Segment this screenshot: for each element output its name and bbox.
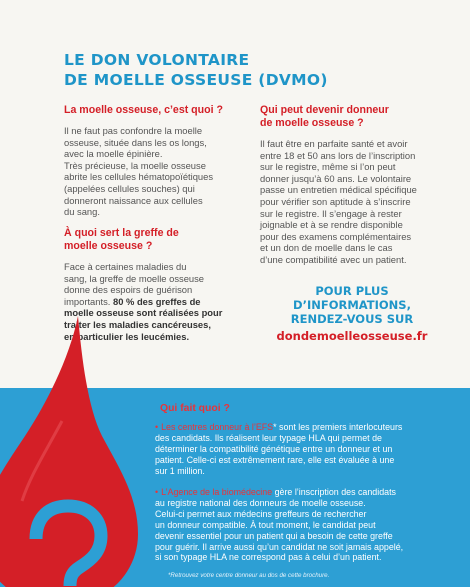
text-line: passe un entretien médical spécifique	[260, 184, 417, 196]
text-line: et un don de moelle dans le cas	[260, 242, 393, 254]
text-line: Il faut être en parfaite santé et avoir	[260, 138, 408, 149]
text-line: d’une compatibilité avec un patient.	[260, 253, 407, 265]
text-line: Celui-ci permet aux médecins greffeurs de rechercher	[155, 508, 367, 519]
agency-paragraph	[155, 487, 455, 563]
text-line	[155, 422, 455, 433]
efs-label: Les centres donneur à l’EFS	[161, 422, 274, 432]
text-line: Il ne faut pas confondre la moelle	[64, 125, 203, 136]
agency-label: L’Agence de la biomédecine	[161, 487, 273, 497]
text-line: sur le registre, même si l’on peut	[260, 161, 396, 173]
text-line: sur le registre. Il s’engage à rester	[260, 207, 402, 219]
bold-text: traiter les maladies cancéreuses,	[64, 318, 211, 330]
text-line: avec la moelle épinière.	[64, 148, 163, 160]
section-body	[64, 125, 249, 218]
efs-paragraph	[155, 422, 455, 477]
section-heading	[64, 227, 249, 253]
text-line: donne des espoirs de guérison	[64, 284, 193, 296]
info-callout	[262, 284, 442, 344]
text-line: un donneur compatible. À tout moment, le candidat peut	[155, 519, 376, 530]
text-line: des candidats. Ils réalisent leur typage HLA qui permet de	[155, 432, 382, 443]
blood-drop-question-icon	[0, 316, 150, 587]
text-segment: gère l’inscription des candidats	[272, 487, 396, 497]
text-line: pour guérir. Il arrive aussi qu’un candidat ne soit jamais appelé,	[155, 541, 404, 552]
callout-line: POUR PLUS	[315, 284, 389, 298]
text-line	[64, 296, 249, 308]
text-line: patient. Celle-ci est extrêmement rare, elle est évaluée à une	[155, 454, 395, 465]
callout-line: RENDEZ-VOUS SUR	[290, 312, 414, 326]
section-what-is-marrow	[64, 104, 249, 218]
heading-line: moelle osseuse ?	[64, 240, 153, 252]
bold-text: 80 % des greffes de	[112, 295, 201, 307]
section-who-can-donate	[260, 104, 440, 266]
bullet-icon: •	[155, 487, 159, 497]
heading-line: de moelle osseuse ?	[260, 117, 364, 129]
text-line: pour des examens complémentaires	[260, 230, 412, 242]
heading-line: À quoi sert la greffe de	[64, 227, 179, 239]
text-segment: * sont les premiers interlocuteurs	[273, 422, 403, 432]
text-line: pour vérifier son aptitude à s’inscrire	[260, 195, 411, 207]
text-line: abrite les cellules hématopoïétiques	[64, 171, 214, 183]
callout-line: D’INFORMATIONS,	[293, 298, 411, 312]
text-line: Face à certaines maladies du	[64, 261, 187, 272]
text-line	[155, 487, 455, 498]
text-segment: importants.	[64, 295, 113, 307]
website-link[interactable]: dondemoelleosseuse.fr	[276, 329, 428, 343]
who-does-what-heading: Qui fait quoi ?	[160, 403, 230, 414]
title-line-2: DE MOELLE OSSEUSE (DVMO)	[64, 71, 328, 89]
bold-text: moelle osseuse sont réalisées pour	[64, 307, 223, 319]
text-line: du sang.	[64, 206, 100, 218]
text-line: joignable et à se rendre disponible	[260, 219, 403, 231]
text-line: (appelées cellules souches) qui	[64, 182, 195, 194]
bullet-icon: •	[155, 422, 159, 432]
footnote: *Retrouvez votre centre donneur au dos de cette brochure.	[168, 572, 330, 579]
text-line: au registre national des donneurs de moelle osseuse.	[155, 497, 366, 508]
text-line: donneront naissance aux cellules	[64, 194, 203, 206]
text-line: sang, la greffe de moelle osseuse	[64, 272, 205, 284]
bold-text: en particulier les leucémies.	[64, 330, 190, 342]
text-line: déterminer la compatibilité génétique entre un donneur et un	[155, 443, 393, 454]
text-line: devenir essentiel pour un patient qui a besoin de cette greffe	[155, 530, 393, 541]
section-heading	[260, 104, 440, 130]
heading-line: Qui peut devenir donneur	[260, 104, 389, 116]
title-line-1: LE DON VOLONTAIRE	[64, 51, 250, 69]
text-line: osseuse, située dans les os longs,	[64, 136, 207, 148]
text-line: si son typage HLA ne correspond pas à celui d’un patient.	[155, 552, 382, 563]
text-line: sur 1 million.	[155, 465, 205, 476]
text-line: Très précieuse, la moelle osseuse	[64, 159, 206, 171]
section-body	[260, 138, 440, 266]
text-line: donner jusqu’à 60 ans. Le volontaire	[260, 172, 412, 184]
section-heading: La moelle osseuse, c’est quoi ?	[64, 104, 223, 116]
page-title	[64, 50, 394, 90]
text-line: entre 18 et 50 ans lors de l’inscription	[260, 149, 416, 161]
